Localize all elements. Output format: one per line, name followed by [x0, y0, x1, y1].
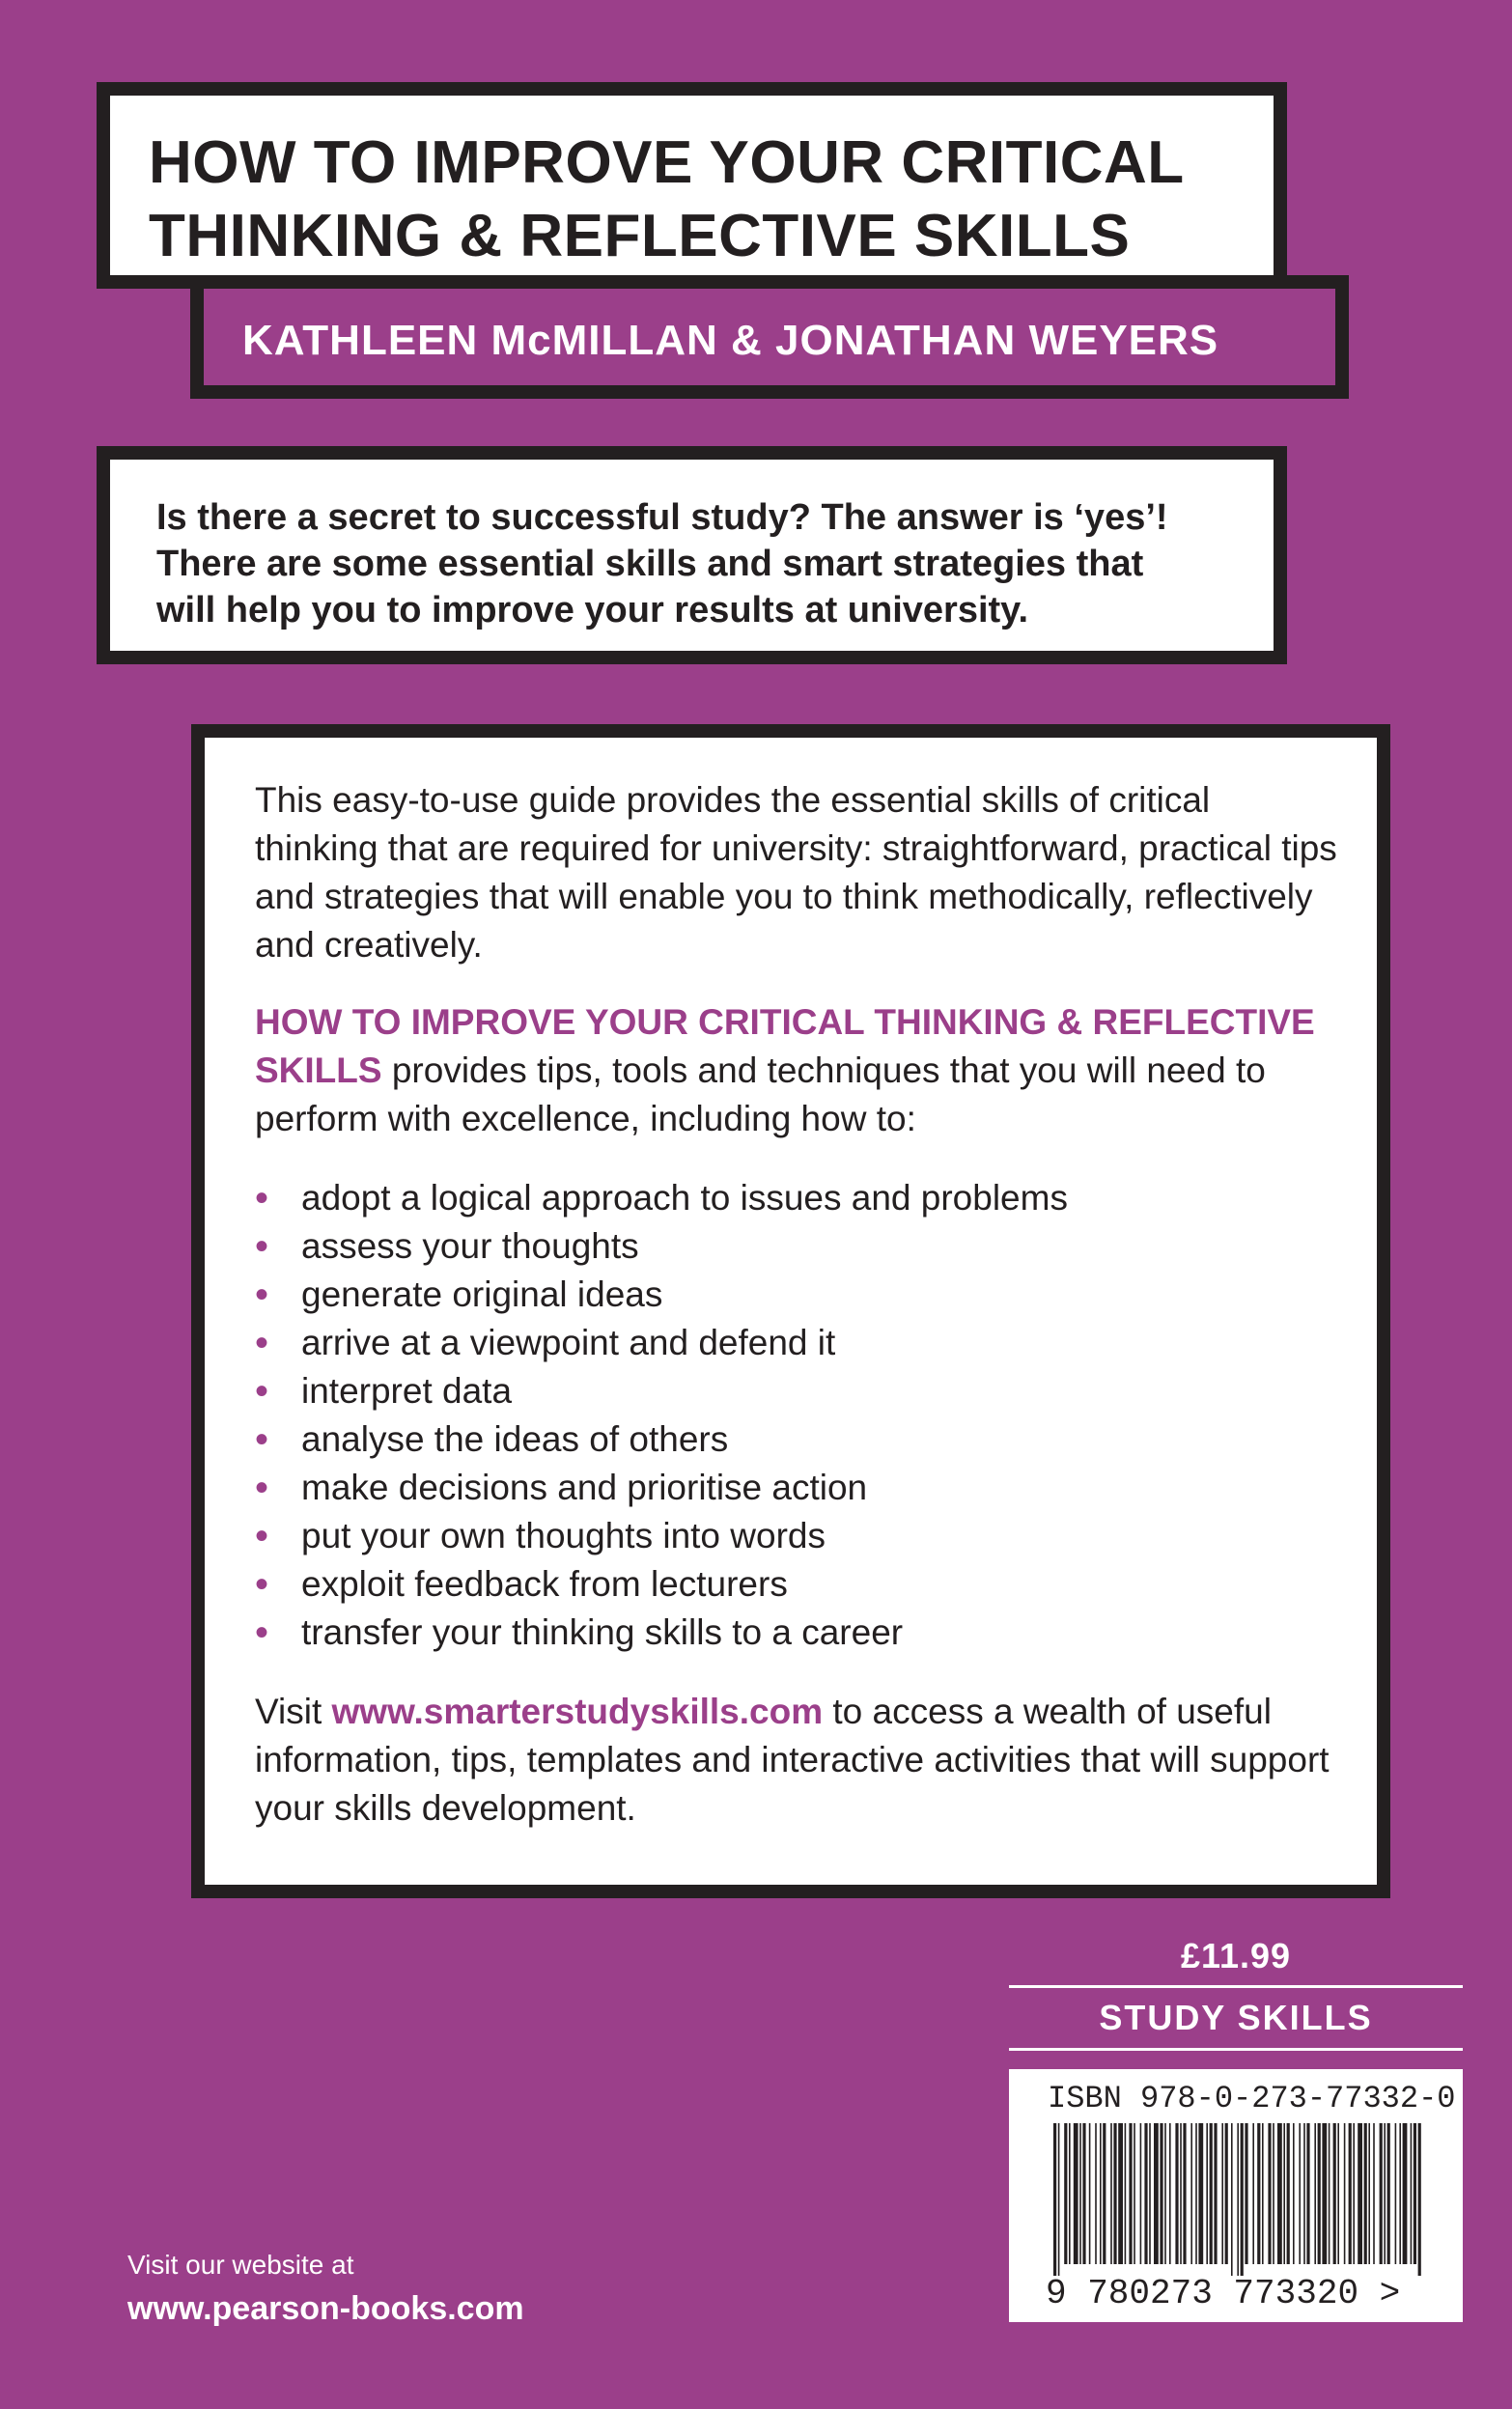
paragraph-2-rest: provides tips, tools and techniques that you will need to perform with excellence, including how to: — [255, 1050, 1266, 1138]
skills-list-item-text: assess your thoughts — [301, 1226, 639, 1266]
barcode-box — [1009, 2069, 1463, 2322]
barcode-digits: 9 780273 773320 > — [1046, 2274, 1401, 2313]
skills-list-item-text: put your own thoughts into words — [301, 1516, 826, 1555]
bullet-icon: • — [255, 1225, 269, 1268]
skills-list-item — [255, 1367, 1338, 1415]
description-paragraph-3 — [255, 1688, 1338, 1833]
intro-line-2: There are some essential skills and smart strategies that — [156, 544, 1144, 584]
skills-list-item-text: analyse the ideas of others — [301, 1419, 729, 1459]
skills-list-item — [255, 1271, 1338, 1319]
isbn-number: ISBN 978-0-273-77332-0 — [1048, 2081, 1456, 2116]
title-box — [97, 82, 1287, 289]
intro-line-1: Is there a secret to successful study? The answer is ‘yes’! — [156, 497, 1168, 538]
skills-list — [255, 1174, 1338, 1657]
skills-list-item — [255, 1560, 1338, 1609]
bullet-icon: • — [255, 1418, 269, 1461]
description-content — [255, 776, 1338, 1833]
skills-list-item-text: arrive at a viewpoint and defend it — [301, 1323, 836, 1362]
bullet-icon: • — [255, 1177, 269, 1219]
study-skills-link[interactable]: www.smarterstudyskills.com — [331, 1692, 824, 1731]
author-box — [190, 275, 1349, 399]
description-paragraph-1: This easy-to-use guide provides the essential skills of critical thinking that are required for university: straightforward, practical tips and strategies that will enable you to think methodically, reflectively and creatively. — [255, 780, 1337, 965]
bullet-icon: • — [255, 1563, 269, 1606]
skills-list-item — [255, 1609, 1338, 1657]
skills-list-item — [255, 1512, 1338, 1560]
title-highlight: HOW TO IMPROVE YOUR CRITICAL THINKING & REFLECTIVE SKILLS — [255, 1002, 1315, 1090]
skills-list-item-text: transfer your thinking skills to a career — [301, 1612, 904, 1652]
description-box — [191, 724, 1390, 1898]
skills-list-item — [255, 1319, 1338, 1367]
title-line-2: THINKING & REFLECTIVE SKILLS — [149, 203, 1131, 269]
bullet-icon: • — [255, 1274, 269, 1316]
title-line-1: HOW TO IMPROVE YOUR CRITICAL — [149, 129, 1185, 196]
category-label: STUDY SKILLS — [1009, 1985, 1463, 2051]
intro-text — [156, 494, 1245, 633]
book-title — [149, 126, 1254, 273]
skills-list-item — [255, 1222, 1338, 1271]
skills-list-item-text: exploit feedback from lecturers — [301, 1564, 788, 1604]
bullet-icon: • — [255, 1515, 269, 1557]
skills-list-item — [255, 1174, 1338, 1222]
visit-prefix: Visit — [255, 1692, 332, 1731]
website-label: Visit our website at — [127, 2250, 354, 2280]
skills-list-item-text: interpret data — [301, 1371, 513, 1411]
skills-list-item-text: generate original ideas — [301, 1275, 663, 1314]
publisher-website-link[interactable]: www.pearson-books.com — [127, 2290, 524, 2327]
bullet-icon: • — [255, 1467, 269, 1509]
skills-list-item — [255, 1464, 1338, 1512]
bullet-icon: • — [255, 1322, 269, 1364]
author-names: KATHLEEN McMILLAN & JONATHAN WEYERS — [242, 317, 1219, 364]
price-label: £11.99 — [1180, 1936, 1292, 1975]
description-paragraph-2 — [255, 998, 1338, 1143]
intro-box — [97, 446, 1287, 664]
visit-suffix: to access a wealth of useful information, tips, templates and interactive activities that will support your skills development. — [255, 1692, 1330, 1828]
barcode-icon — [1046, 2123, 1432, 2276]
skills-list-item-text: make decisions and prioritise action — [301, 1468, 868, 1507]
skills-list-item — [255, 1415, 1338, 1464]
skills-list-item-text: adopt a logical approach to issues and problems — [301, 1178, 1068, 1218]
bullet-icon: • — [255, 1611, 269, 1654]
bullet-icon: • — [255, 1370, 269, 1413]
intro-line-3: will help you to improve your results at university. — [156, 590, 1029, 630]
